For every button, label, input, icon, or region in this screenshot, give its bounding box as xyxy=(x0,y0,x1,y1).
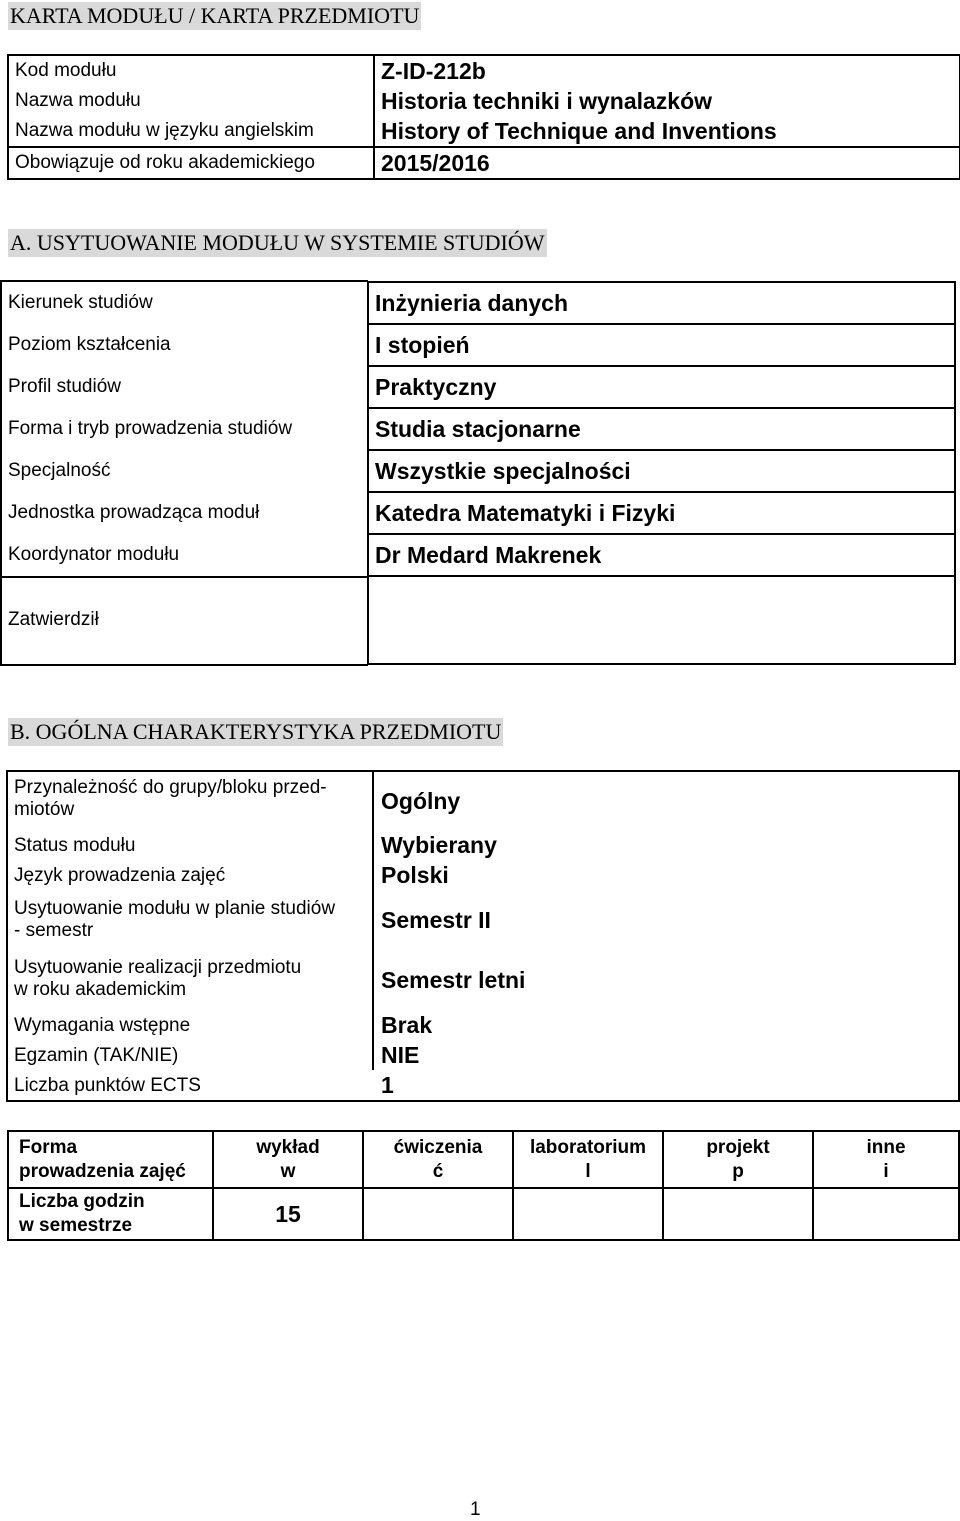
language-value: Polski xyxy=(381,862,449,888)
prerequisites-value: Brak xyxy=(381,1012,433,1038)
section-b-heading: B. OGÓLNA CHARAKTERYSTYKA PRZEDMIOTU xyxy=(10,719,502,744)
other-hours xyxy=(813,1188,959,1240)
academic-year-value: Semestr letni xyxy=(381,967,526,993)
exercises-hours xyxy=(363,1188,513,1240)
module-name-en-value: History of Technique and Inventions xyxy=(374,116,960,147)
specialty-value: Wszystkie specjalności xyxy=(368,450,955,492)
specialty-label: Specjalność xyxy=(8,460,111,481)
divider xyxy=(0,576,368,578)
table-row xyxy=(0,534,955,576)
exam-label: Egzamin (TAK/NIE) xyxy=(14,1045,179,1066)
semester-value: Semestr II xyxy=(381,907,491,933)
table-row xyxy=(0,324,955,366)
table-row xyxy=(8,147,960,179)
coordinator-value: Dr Medard Makrenek xyxy=(368,534,955,576)
field-of-study-label: Kierunek studiów xyxy=(8,292,153,313)
lecture-hours: 15 xyxy=(213,1188,363,1240)
table-row xyxy=(8,55,960,86)
approved-by-value xyxy=(368,576,955,664)
table-row xyxy=(8,116,960,147)
valid-from-value: 2015/2016 xyxy=(374,147,960,179)
academic-year-label: Usytuowanie realizacji przedmiotu w roku akademickim xyxy=(14,957,302,1000)
semester-label: Usytuowanie modułu w planie studiów - semestr xyxy=(14,898,336,941)
project-hours xyxy=(663,1188,813,1240)
study-form-value: Studia stacjonarne xyxy=(368,408,955,450)
module-name-en-label: Nazwa modułu w języku angielskim xyxy=(15,120,314,141)
module-name-value: Historia techniki i wynalazków xyxy=(374,86,960,116)
module-id-table xyxy=(7,54,960,180)
table-row xyxy=(0,282,955,324)
module-code-value: Z-ID-212b xyxy=(374,55,960,86)
divider xyxy=(372,770,374,1070)
form-label: Forma prowadzenia zajęć xyxy=(8,1131,213,1188)
profile-value: Praktyczny xyxy=(368,366,955,408)
module-name-label: Nazwa modułu xyxy=(15,90,141,111)
section-a-table xyxy=(0,281,956,665)
approved-by-label: Zatwierdził xyxy=(8,609,99,630)
exam-value: NIE xyxy=(381,1042,420,1068)
group-value: Ogólny xyxy=(381,788,461,814)
table-row xyxy=(8,1188,959,1240)
ects-value: 1 xyxy=(381,1072,394,1098)
module-code-label: Kod modułu xyxy=(15,60,117,81)
valid-from-label: Obowiązuje od roku akademickiego xyxy=(8,147,374,179)
table-row xyxy=(0,366,955,408)
field-of-study-value: Inżynieria danych xyxy=(368,282,955,324)
language-label: Język prowadzenia zajęć xyxy=(14,865,226,886)
table-row xyxy=(0,408,955,450)
divider xyxy=(0,280,368,282)
exercises-header: ćwiczenia ć xyxy=(363,1131,513,1188)
prerequisites-label: Wymagania wstępne xyxy=(14,1015,191,1036)
profile-label: Profil studiów xyxy=(8,376,121,397)
level-value: I stopień xyxy=(368,324,955,366)
laboratory-hours xyxy=(513,1188,663,1240)
table-row xyxy=(0,492,955,534)
project-header: projekt p xyxy=(663,1131,813,1188)
study-form-label: Forma i tryb prowadzenia studiów xyxy=(8,418,293,439)
level-label: Poziom kształcenia xyxy=(8,334,171,355)
table-row xyxy=(8,86,960,116)
table-row xyxy=(0,576,955,664)
hours-table xyxy=(7,1130,960,1241)
status-label: Status modułu xyxy=(14,835,136,856)
hours-label: Liczba godzin w semestrze xyxy=(8,1188,213,1240)
group-label: Przynależność do grupy/bloku przed- miotów xyxy=(14,777,327,820)
status-value: Wybierany xyxy=(381,832,497,858)
unit-label: Jednostka prowadząca moduł xyxy=(8,502,260,523)
ects-label: Liczba punktów ECTS xyxy=(14,1075,201,1096)
unit-value: Katedra Matematyki i Fizyki xyxy=(368,492,955,534)
table-row xyxy=(8,1131,959,1188)
section-a-heading: A. USYTUOWANIE MODUŁU W SYSTEMIE STUDIÓW xyxy=(10,230,545,255)
page-number: 1 xyxy=(470,1499,481,1520)
divider xyxy=(0,664,368,666)
other-header: inne i xyxy=(813,1131,959,1188)
table-row xyxy=(0,450,955,492)
page-title: KARTA MODUŁU / KARTA PRZEDMIOTU xyxy=(10,3,420,28)
divider xyxy=(0,280,2,666)
coordinator-label: Koordynator modułu xyxy=(8,544,180,565)
lecture-header: wykład w xyxy=(213,1131,363,1188)
laboratory-header: laboratorium l xyxy=(513,1131,663,1188)
